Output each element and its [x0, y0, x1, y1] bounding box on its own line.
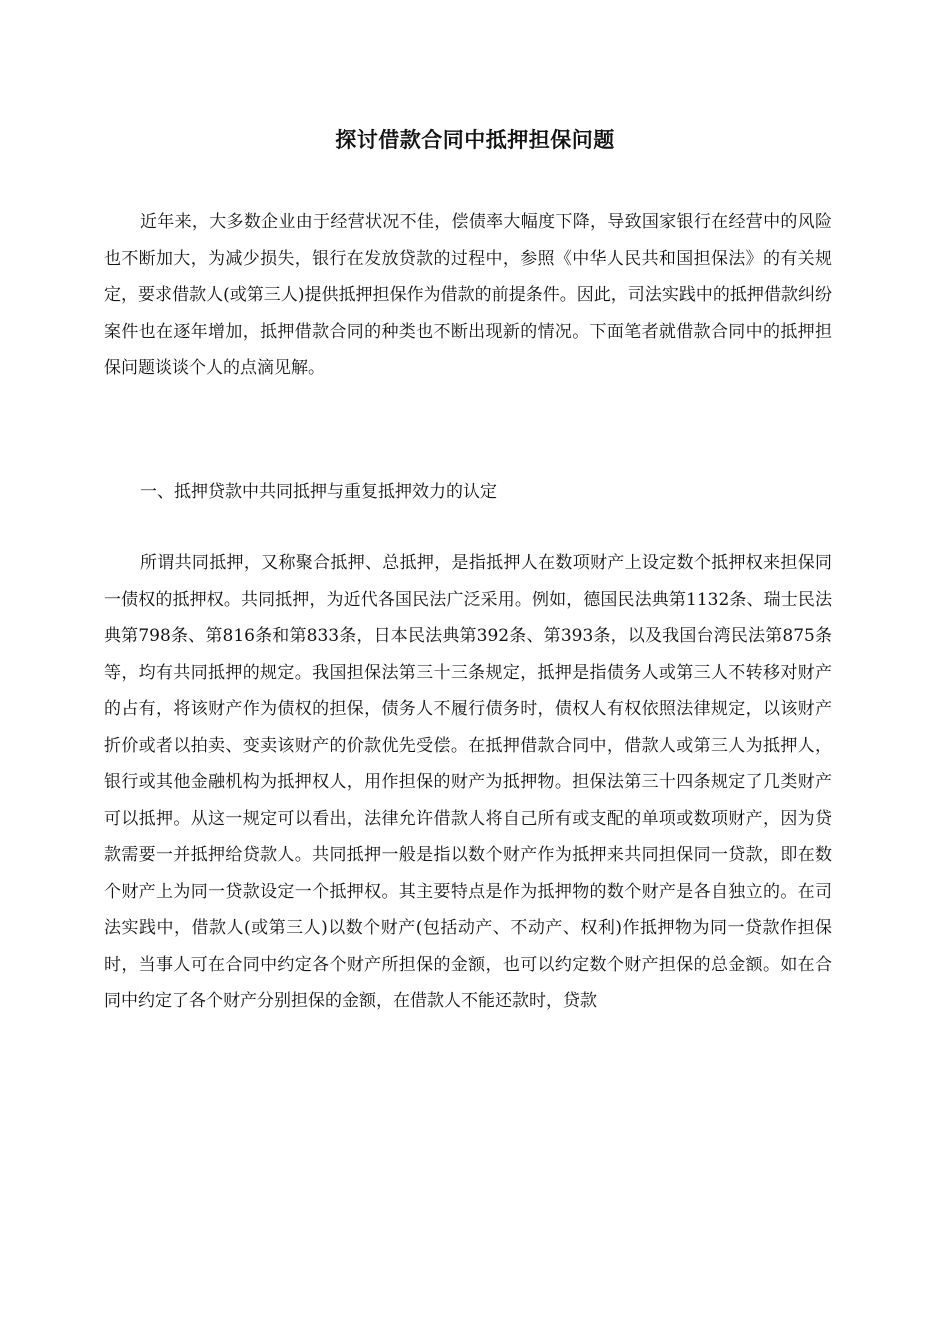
section-heading: 一、抵押贷款中共同抵押与重复抵押效力的认定	[140, 482, 497, 502]
paragraph-body: 所谓共同抵押，又称聚合抵押、总抵押，是指抵押人在数项财产上设定数个抵押权来担保同一债权的抵押权。共同抵押，为近代各国民法广泛采用。例如，德国民法典第1132条、瑞士民法典第798条、第816条和第833条，日本民法典第392条、第393条，以及我国台湾民法第875条等，均有共同抵押的规定。我国担保法第三十三条规定，抵押是指债务人或第三人不转移对财产的占有，将该财产作为债权的担保，债务人不履行债务时，债权人有权依照法律规定，以该财产折价或者以拍卖、变卖该财产的价款优先受偿。在抵押借款合同中，借款人或第三人为抵押人，银行或其他金融机构为抵押权人，用作担保的财产为抵押物。担保法第三十四条规定了几类财产可以抵押。从这一规定可以看出，法律允许借款人将自己所有或支配的单项或数项财产，因为贷款需要一并抵押给贷款人。共同抵押一般是指以数个财产作为抵押来共同担保同一贷款，即在数个财产上为同一贷款设定一个抵押权。其主要特点是作为抵押物的数个财产是各自独立的。在司法实践中，借款人(或第三人)以数个财产(包括动产、不动产、权利)作抵押物为同一贷款作担保时，当事人可在合同中约定各个财产所担保的金额，也可以约定数个财产担保的总金额。如在合同中约定了各个财产分别担保的金额，在借款人不能还款时，贷款	[104, 553, 832, 1011]
document-title: 探讨借款合同中抵押担保问题	[335, 127, 615, 152]
paragraph-intro: 近年来，大多数企业由于经营状况不佳，偿债率大幅度下降，导致国家银行在经营中的风险也不断加大，为减少损失，银行在发放贷款的过程中，参照《中华人民共和国担保法》的有关规定，要求借款人(或第三人)提供抵押担保作为借款的前提条件。因此，司法实践中的抵押借款纠纷案件也在逐年增加，抵押借款合同的种类也不断出现新的情况。下面笔者就借款合同中的抵押担保问题谈谈个人的点滴见解。	[104, 212, 832, 378]
